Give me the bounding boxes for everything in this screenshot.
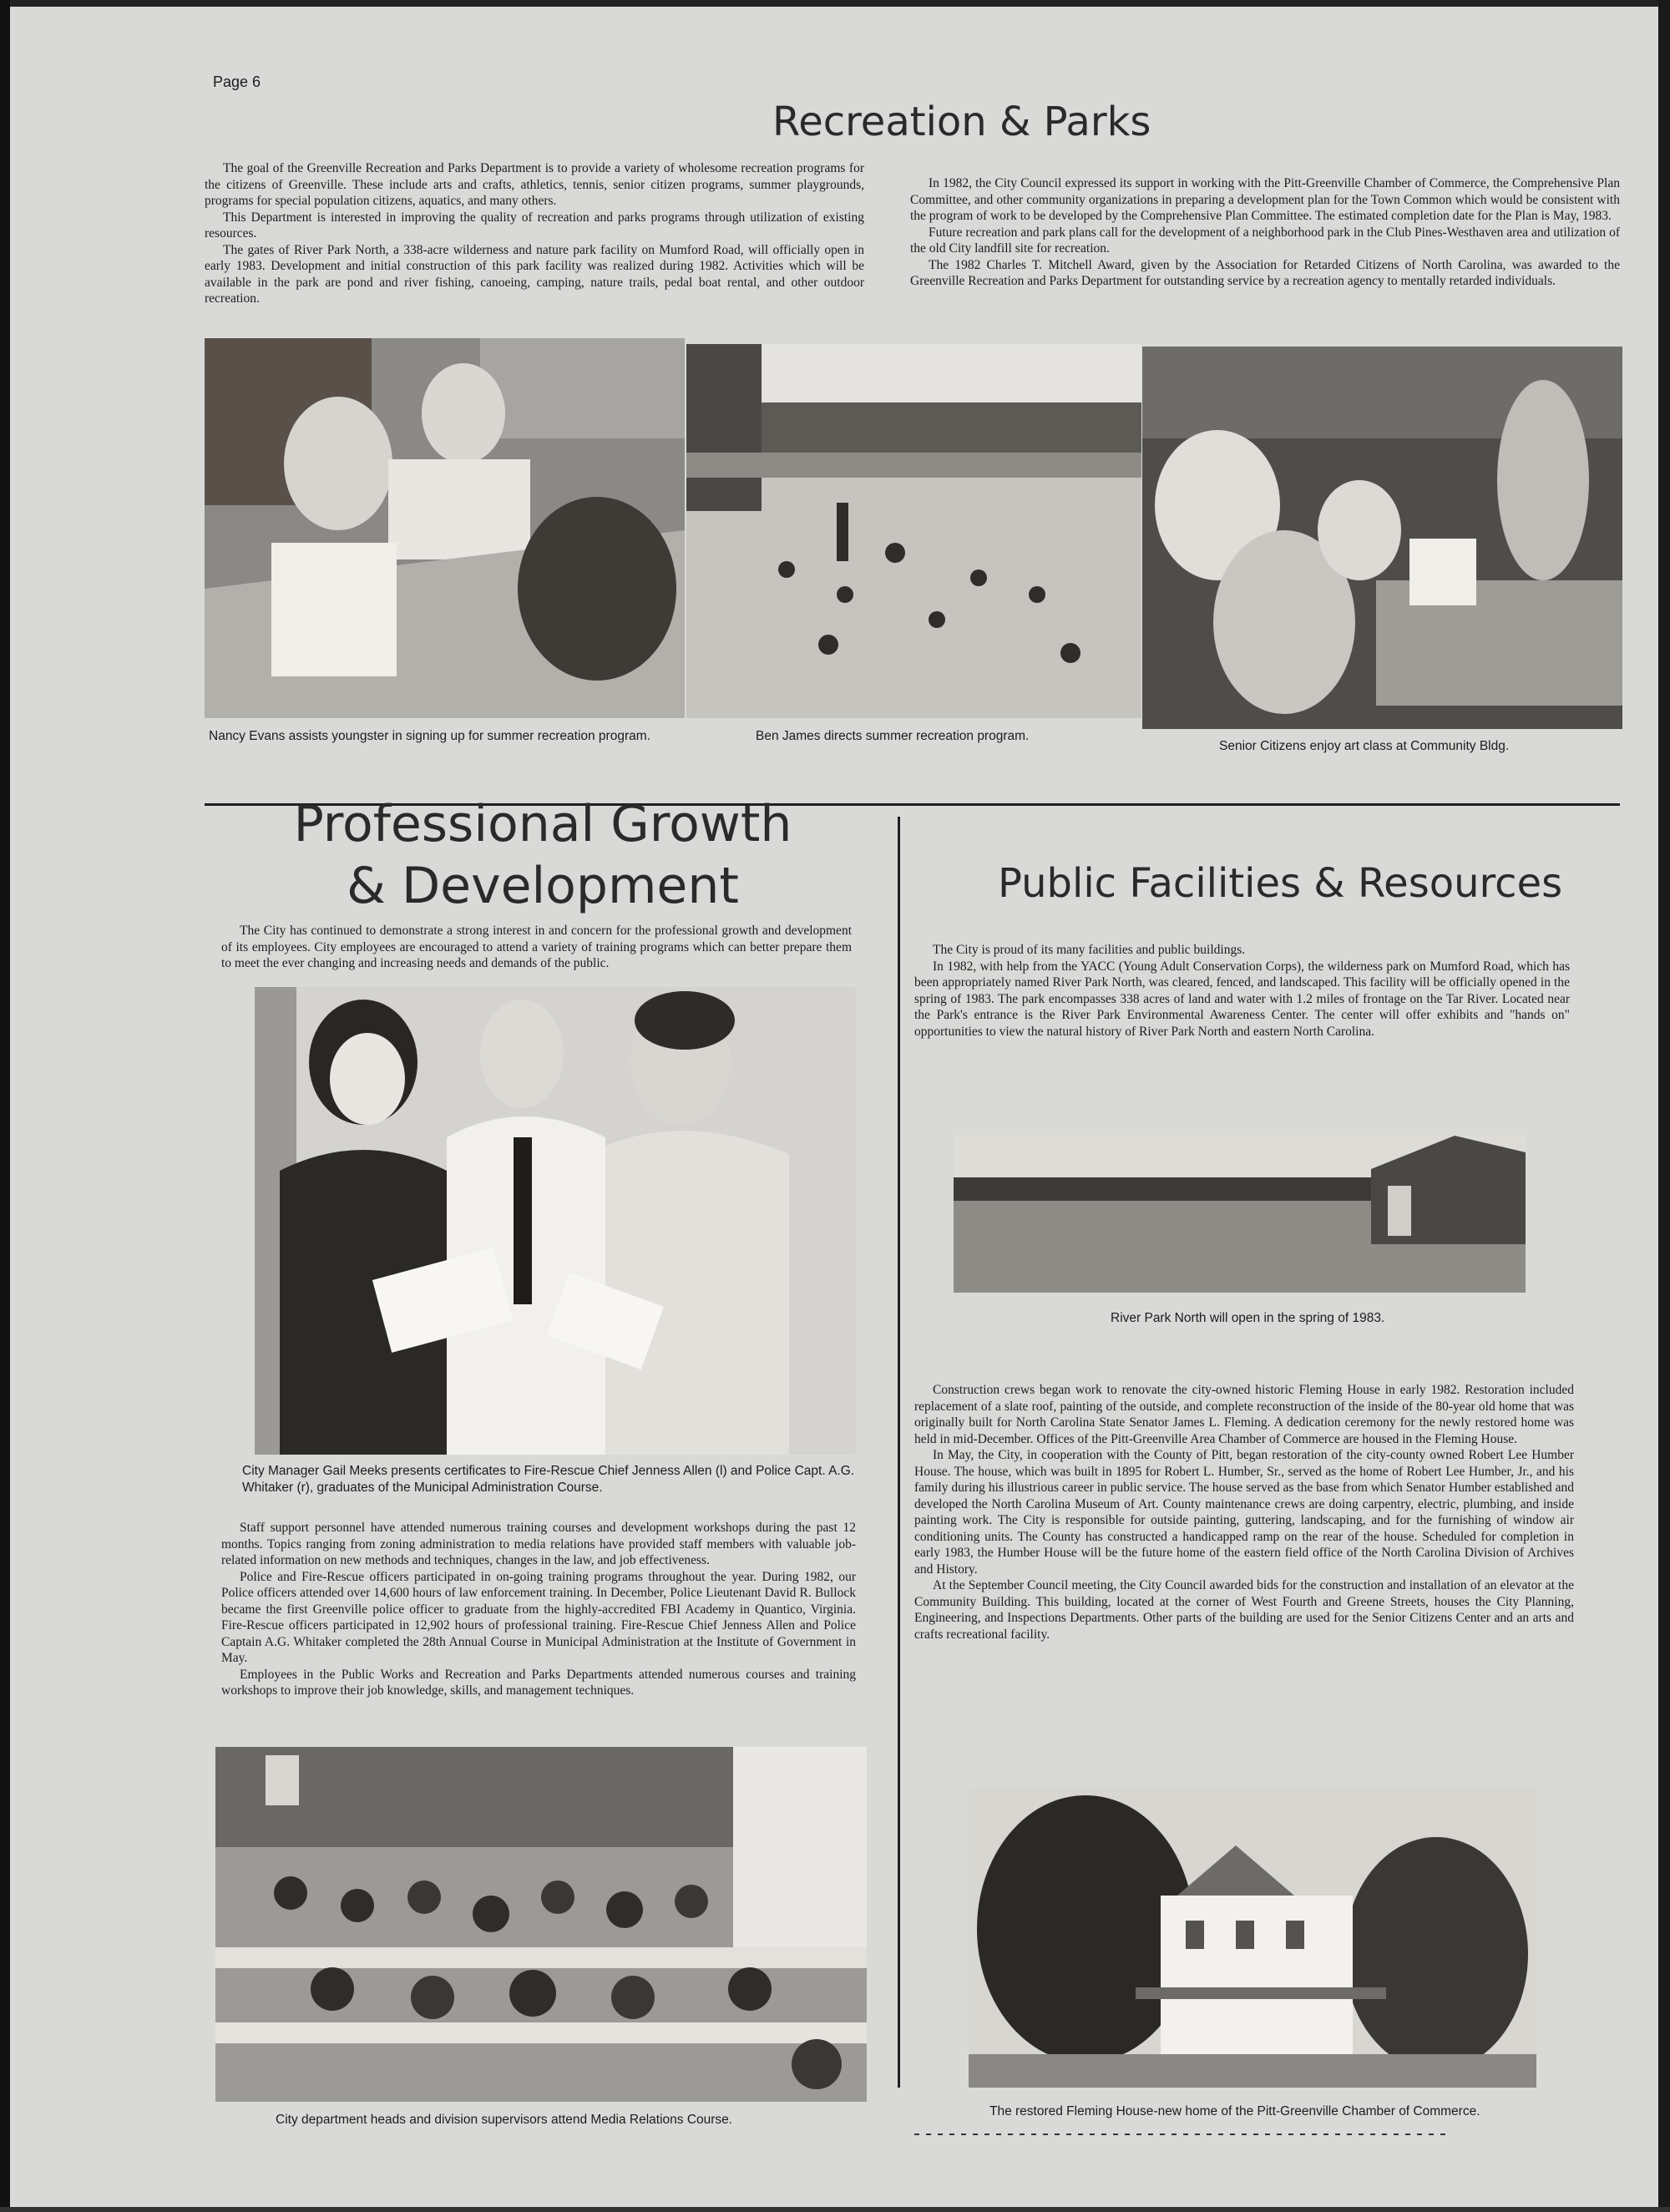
paragraph: At the September Council meeting, the City Council awarded bids for the construction and installation of an elevator at the Community Building. This building, located at the corner of West Fourth and Greene Streets, houses the City Planning, Engineering, and Inspections Departments. Other parts of the building are used for the Senior Citizens Center and an arts and crafts recreational facility. [914, 1578, 1574, 1642]
photo-fleming-house [969, 1787, 1536, 2088]
photo-summer-program [686, 344, 1141, 718]
page-number: Page 6 [213, 73, 261, 90]
professional-title [276, 793, 810, 917]
caption-certificates: City Manager Gail Meeks presents certificates to Fire-Rescue Chief Jenness Allen (l) and Police Capt. A.G. Whitaker (r), graduates of the Municipal Administration Course. [242, 1464, 855, 1495]
paragraph: The City has continued to demonstrate a strong interest in and concern for the professional growth and development of its employees. City employees are encouraged to attend a variety of training programs which can better prepare them to meet the ever changing and increasing needs and demands of the public. [221, 924, 852, 970]
scan-border-bottom [0, 2207, 1670, 2212]
caption-river-park: River Park North will open in the spring of 1983. [1111, 1311, 1385, 1325]
paragraph: The goal of the Greenville Recreation and Parks Department is to provide a variety of wholesome recreation programs for the citizens of Greenville. These include arts and crafts, athletics, tennis, senior citizen programs, summer playgrounds, programs for special population citizens, aquatics, and many others. [205, 161, 864, 208]
dotted-rule [914, 2134, 1449, 2135]
caption-summer-program: Ben James directs summer recreation program. [756, 729, 1030, 743]
paragraph: In 1982, with help from the YACC (Young Adult Conservation Corps), the wilderness park on Mumford Road, which has been appropriately named River Park North, was cleared, fenced, and landscaped. This facility will be officially opened in the spring of 1983. The park encompasses 338 acres of land and water with 1.2 miles of frontage on the Tar River. Located near the Park's entrance is the River Park Environmental Awareness Center. The center will offer exhibits and "hands on" opportunities to view the natural history of River Park North and eastern North Carolina. [914, 959, 1570, 1039]
paragraph: Employees in the Public Works and Recreation and Parks Departments attended numerous courses and training workshops to improve their job knowledge, skills, and management techniques. [221, 1667, 856, 1698]
paragraph: This Department is interested in improving the quality of recreation and parks programs through utilization of existing resources. [205, 210, 864, 240]
professional-title-line2: & Development [347, 857, 739, 915]
scan-border-top [0, 0, 1670, 7]
professional-body [221, 1520, 856, 1699]
public-facilities-body [914, 1382, 1574, 1643]
caption-art-class: Senior Citizens enjoy art class at Community Bldg. [1219, 739, 1510, 753]
scan-border-right [1658, 0, 1670, 2212]
paragraph: In May, the City, in cooperation with the County of Pitt, began restoration of the city-county owned Robert Lee Humber House. The house, which was built in 1895 for Robert L. Humber, Sr., served as the home of Robert Lee Humber, Jr., and his family during his illustrious career in public service. The house served as the base from which Senator Humber established and developed the North Carolina Museum of Art. County maintenance crews are doing carpentry, electric, plumbing, and inside painting work. The City is responsible for outside painting, guttering, landscaping, and for the furnishing of window air conditioning units. The County has constructed a handicapped ramp on the rear of the house. Scheduled for completion in early 1983, the Humber House will be the future home of the eastern field office of the North Carolina Division of Archives and History. [914, 1448, 1574, 1577]
recreation-title: Recreation & Parks [772, 99, 1151, 145]
recreation-right-column [910, 175, 1620, 290]
photo-signup [205, 338, 685, 718]
photo-media-course [215, 1747, 867, 2102]
paragraph: Future recreation and park plans call for the development of a neighborhood park in the Club Pines-Westhaven area and utilization of the old City landfill site for recreation. [910, 225, 1620, 256]
scan-border-left [0, 0, 10, 2212]
professional-intro [221, 923, 852, 972]
caption-signup: Nancy Evans assists youngster in signing up for summer recreation program. [209, 729, 650, 743]
professional-title-line1: Professional Growth [293, 795, 792, 853]
public-facilities-title: Public Facilities & Resources [998, 860, 1563, 907]
photo-river-park [954, 1136, 1526, 1293]
caption-fleming-house: The restored Fleming House-new home of the Pitt-Greenville Chamber of Commerce. [989, 2104, 1480, 2118]
section-divider-vertical [898, 817, 900, 2088]
photo-art-class [1142, 347, 1622, 729]
paragraph: The City is proud of its many facilities and public buildings. [933, 943, 1246, 957]
paragraph: The 1982 Charles T. Mitchell Award, given by the Association for Retarded Citizens of North Carolina, was awarded to the Greenville Recreation and Parks Department for outstanding service by a recreation agency to mentally retarded individuals. [910, 257, 1620, 288]
paragraph: In 1982, the City Council expressed its support in working with the Pitt-Greenville Chamber of Commerce, the Comprehensive Plan Committee, and other community organizations in preparing a development plan for the Town Common which would be consistent with the program of work to be developed by the Comprehensive Plan Committee. The estimated completion date for the Plan is May, 1983. [910, 176, 1620, 223]
photo-certificates [255, 987, 856, 1455]
caption-media-course: City department heads and division supervisors attend Media Relations Course. [276, 2113, 733, 2127]
paragraph: Staff support personnel have attended numerous training courses and development workshops during the past 12 months. Topics ranging from zoning administration to media relations have provided staff members with valuable job-related information on new methods and techniques, changes in the law, and job effectiveness. [221, 1521, 856, 1567]
public-facilities-intro [914, 942, 1570, 1040]
recreation-left-column [205, 160, 864, 307]
paragraph: The gates of River Park North, a 338-acre wilderness and nature park facility on Mumford Road, will officially open in early 1983. Development and initial construction of this park facility was realized during 1982. Activities which will be available in the park are pond and river fishing, canoeing, camping, nature trails, pedal boat rental, and other outdoor recreation. [205, 242, 864, 306]
paragraph: Police and Fire-Rescue officers participated in on-going training programs throughout the year. During 1982, our Police officers attended over 14,600 hours of law enforcement training. In December, Police Lieutenant David R. Bullock became the first Greenville police officer to graduate from the highly-accredited FBI Academy in Quantico, Virginia. Fire-Rescue officers participated in 12,902 hours of professional training. Fire-Rescue Chief Jenness Allen and Police Captain A.G. Whitaker completed the 28th Annual Course in Municipal Administration at the Institute of Government in May. [221, 1569, 856, 1665]
paragraph: Construction crews began work to renovate the city-owned historic Fleming House in early 1982. Restoration included replacement of a slate roof, painting of the outside, and complete reconstruction of the inside of the 80-year old home that was originally built for North Carolina State Senator James L. Fleming. A dedication ceremony for the newly restored home was held in mid-December. Offices of the Pitt-Greenville Area Chamber of Commerce are housed in the Fleming House. [914, 1383, 1574, 1446]
